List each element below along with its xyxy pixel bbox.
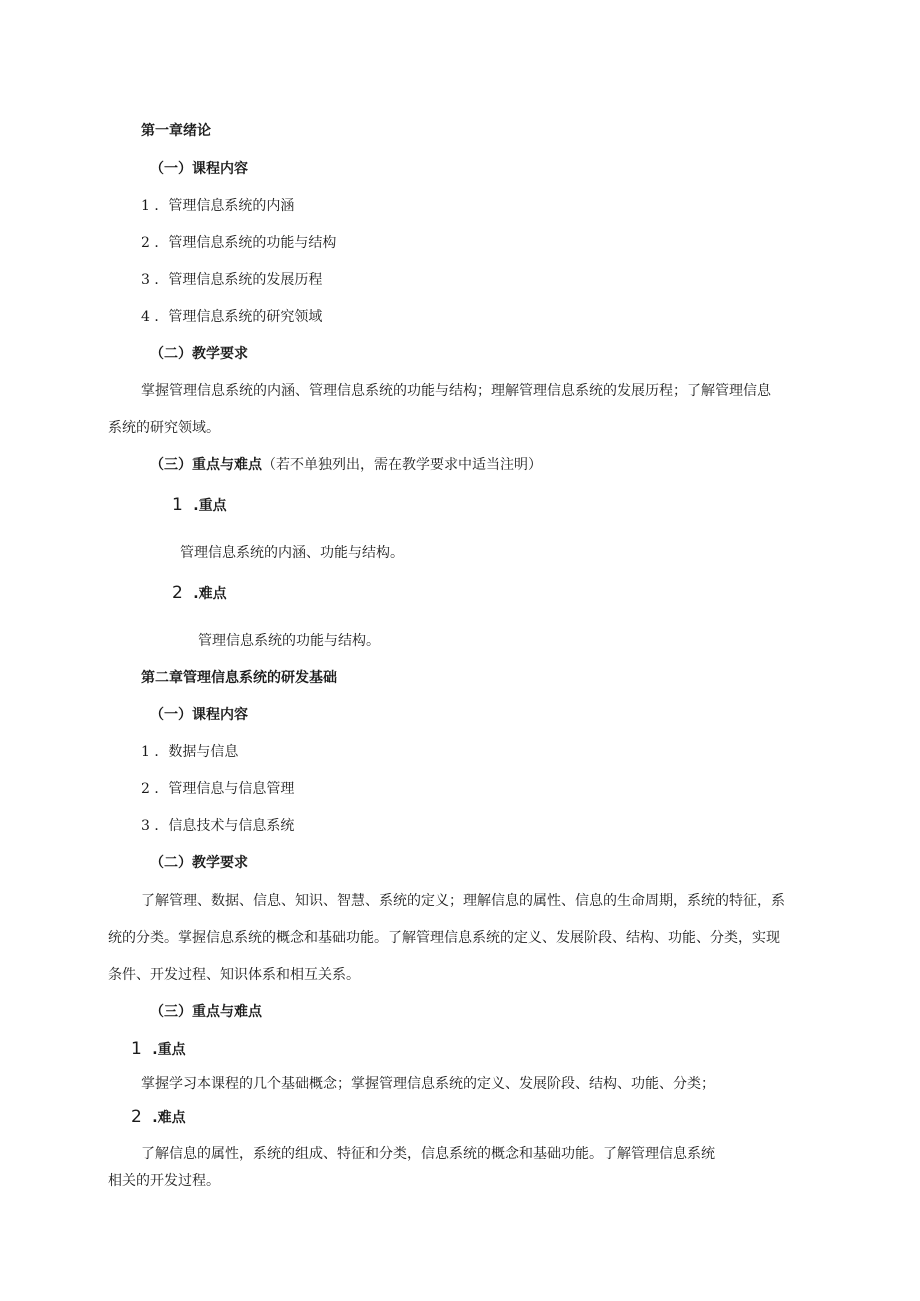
chapter-1-key-point-heading [172,496,227,515]
chapter-1-key-point-number: 1 [172,495,183,515]
chapter-2-requirements-line-2: 统的分类。掌握信息系统的概念和基础功能。了解管理信息系统的定义、发展阶段、结构、功能、分类，实现 [108,930,780,946]
chapter-2-requirements-line-1: 了解管理、数据、信息、知识、智慧、系统的定义；理解信息的属性、信息的生命周期，系统的特征，系 [141,893,785,909]
chapter-2-key-point-number: 1 [131,1039,142,1059]
chapter-1-difficulty-label: .难点 [193,586,227,602]
chapter-2-title: 第二章管理信息系统的研发基础 [141,670,337,686]
chapter-2-requirements-heading: （二）教学要求 [150,855,248,871]
chapter-1-key-heading-note: （若不单独列出，需在教学要求中适当注明） [262,457,542,473]
chapter-1-content-heading: （一）课程内容 [150,161,248,177]
chapter-2-key-point-text: 掌握学习本课程的几个基础概念；掌握管理信息系统的定义、发展阶段、结构、功能、分类； [141,1076,715,1092]
chapter-2-requirements-line-3: 条件、开发过程、知识体系和相互关系。 [108,967,360,983]
chapter-1-key-point-text: 管理信息系统的内涵、功能与结构。 [180,545,404,561]
chapter-1-item-2: 2 ．管理信息系统的功能与结构 [141,235,337,251]
chapter-2-difficulty-line-2: 相关的开发过程。 [108,1173,220,1189]
chapter-2-difficulty-number: 2 [131,1107,142,1127]
chapter-1-key-point-label: .重点 [193,498,227,514]
chapter-2-difficulty-line-1: 了解信息的属性，系统的组成、特征和分类，信息系统的概念和基础功能。了解管理信息系统 [141,1146,715,1162]
chapter-1-requirements-line-2: 系统的研究领域。 [108,420,220,436]
chapter-2-key-heading: （三）重点与难点 [150,1004,262,1020]
chapter-2-difficulty-heading [131,1108,186,1127]
chapter-1-key-heading-main: （三）重点与难点 [150,457,262,473]
chapter-1-requirements-line-1: 掌握管理信息系统的内涵、管理信息系统的功能与结构；理解管理信息系统的发展历程；了解管理信息 [141,383,771,399]
chapter-1-item-4: 4 ．管理信息系统的研究领域 [141,309,323,325]
chapter-1-item-1: 1 ．管理信息系统的内涵 [141,198,295,214]
chapter-2-item-1: 1 ．数据与信息 [141,744,239,760]
chapter-2-key-point-heading [131,1040,186,1059]
chapter-1-title: 第一章绪论 [141,123,211,139]
chapter-2-difficulty-label: .难点 [152,1110,186,1126]
chapter-1-item-3: 3 ．管理信息系统的发展历程 [141,272,323,288]
chapter-1-difficulty-number: 2 [172,583,183,603]
chapter-2-key-point-label: .重点 [152,1042,186,1058]
chapter-1-requirements-heading: （二）教学要求 [150,346,248,362]
chapter-2-item-3: 3 ．信息技术与信息系统 [141,818,295,834]
chapter-1-key-heading [150,456,542,474]
chapter-1-difficulty-heading [172,584,227,603]
chapter-1-difficulty-text: 管理信息系统的功能与结构。 [198,633,380,649]
chapter-2-item-2: 2 ．管理信息与信息管理 [141,781,295,797]
chapter-2-content-heading: （一）课程内容 [150,707,248,723]
